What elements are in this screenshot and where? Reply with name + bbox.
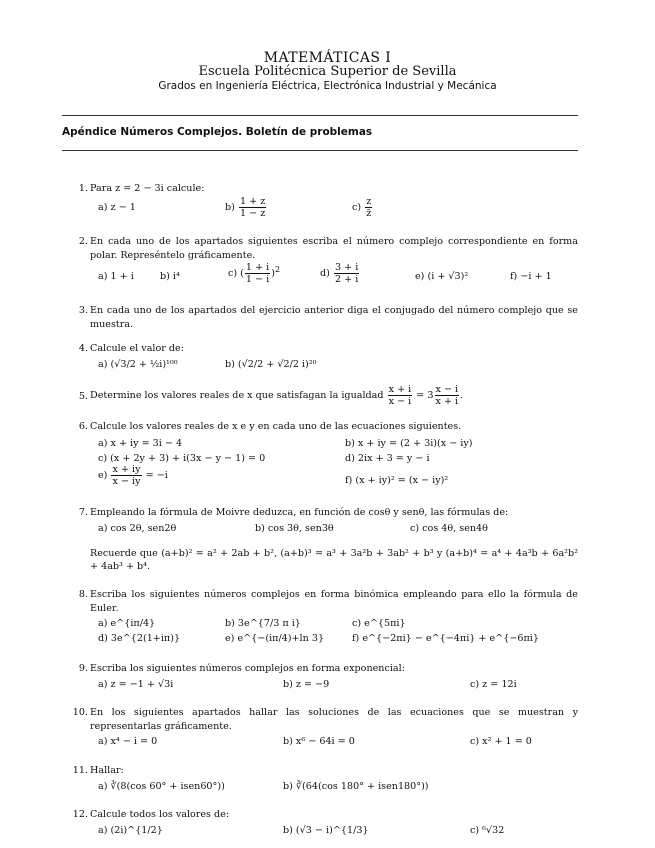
item-7c: c) cos 4θ, sen4θ — [410, 522, 488, 534]
item-7b: b) cos 3θ, sen3θ — [255, 522, 334, 534]
problem-1 — [62, 182, 578, 220]
section-subtitle: Apéndice Números Complejos. Boletín de problemas — [62, 126, 373, 138]
item-11b: b) ∛(64(cos 180° + isen180°)) — [283, 780, 429, 792]
course-title: MATEMÁTICAS I — [263, 50, 392, 66]
item-9a: a) z = −1 + √3i — [98, 678, 174, 690]
problem-number: 1. — [78, 183, 88, 194]
item-2f: f) −i + 1 — [510, 271, 552, 282]
problem-number: 9. — [78, 663, 88, 674]
problem-9 — [62, 662, 578, 691]
top-rule — [62, 115, 578, 116]
item-11a: a) ∛(8(cos 60° + isen60°)) — [98, 780, 225, 792]
problem-number: 10. — [72, 707, 88, 718]
item-10a: a) x⁴ − i = 0 — [98, 736, 158, 747]
item-12b: b) (√3 − i)^{1/3} — [283, 824, 369, 836]
item-8f: f) e^{−2πi} − e^{−4πi} + e^{−6πi} — [352, 633, 539, 644]
item-6d: d) 2ix + 3 = y − i — [345, 452, 430, 464]
problem-number: 2. — [78, 236, 88, 247]
problem-text: En los siguientes apartados hallar las soluciones de las ecuaciones que se muestran y representarlas gráficamente. — [90, 707, 578, 732]
item-2b: b) i⁴ — [160, 271, 180, 282]
problem-text: Determine los valores reales de x que satisfagan la igualdad — [90, 390, 384, 401]
fraction-rhs: $\frac{x - i}{x + i}$ — [435, 384, 459, 407]
item-8e: e) e^{−(iπ/4)+ln 3} — [225, 633, 325, 644]
problem-number: 12. — [72, 809, 88, 820]
problem-number: 7. — [78, 507, 88, 518]
degree-names: Grados en Ingeniería Eléctrica, Electrónica Industrial y Mecánica — [158, 80, 497, 92]
problem-text: Hallar: — [90, 765, 124, 776]
problem-6 — [62, 420, 578, 488]
problem-text: Empleando la fórmula de Moivre deduzca, en función de cosθ y senθ, las fórmulas de: — [90, 507, 509, 518]
problem-number: 5. — [78, 391, 88, 402]
problem-number: 4. — [78, 343, 88, 354]
problem-text: Escriba los siguientes números complejos en forma binómica empleando para ello la fórmula de Euler. — [90, 589, 578, 614]
problem-text: Para z = 2 − 3i calcule: — [90, 183, 205, 194]
problem-12 — [62, 808, 578, 837]
problem-text: Escriba los siguientes números complejos en forma exponencial: — [90, 663, 405, 674]
fraction: $\frac{3 + i}{2 + i}$ — [334, 262, 359, 285]
problem-3 — [62, 304, 578, 331]
problem-number: 6. — [78, 421, 88, 432]
item-6b: b) x + iy = (2 + 3i)(x − iy) — [345, 437, 473, 449]
item-6c: c) (x + 2y + 3) + i(3x − y − 1) = 0 — [98, 452, 266, 464]
problem-text: En cada uno de los apartados del ejercicio anterior diga el conjugado del número complejo que se muestra. — [90, 305, 578, 330]
item-12c: c) ⁶√32 — [470, 824, 505, 836]
problem-11 — [62, 764, 578, 793]
problem-4 — [62, 342, 578, 371]
item-9c: c) z = 12i — [470, 678, 517, 690]
moivre-note: Recuerde que (a+b)² = a² + 2ab + b², (a+b)³ = a³ + 3a²b + 3ab² + b³ y (a+b)⁴ = a⁴ + 4a³b + 6a²b² + 4ab³ + b⁴. — [90, 547, 578, 572]
item-6a: a) x + iy = 3i − 4 — [98, 437, 183, 449]
item-2c: c) ( $\frac{1 + i}{1 - i}$ )$^2$ — [228, 262, 281, 285]
item-6e: e) $\frac{x + iy}{x - iy}$ = −i — [98, 463, 168, 487]
problem-text: Calcule el valor de: — [90, 343, 184, 354]
item-1c: c) $\frac{z}{z̄}$ — [352, 195, 372, 219]
problem-2 — [62, 235, 578, 288]
item-8b: b) 3e^{7/3 π i} — [225, 618, 301, 629]
fraction: $\frac{1 + i}{1 - i}$ — [245, 262, 270, 285]
item-4a: a) (√3/2 + ½i)¹⁰⁰ — [98, 358, 178, 370]
item-8a: a) e^{iπ/4} — [98, 618, 156, 629]
item-7a: a) cos 2θ, sen2θ — [98, 522, 177, 534]
problem-10 — [62, 706, 578, 748]
item-6f: f) (x + iy)² = (x − iy)² — [345, 474, 449, 486]
fraction: $\frac{z}{z̄}$ — [366, 195, 372, 219]
problem-5: 5. Determine los valores reales de x que satisfagan la igualdad $\frac{x + i}{x - i}$ = 3 $\frac{x - i}{x + i}$ . — [62, 384, 578, 407]
fraction-lhs: $\frac{x + i}{x - i}$ — [388, 384, 412, 407]
item-10c: c) x² + 1 = 0 — [470, 736, 532, 747]
fraction: $\frac{x + iy}{x - iy}$ — [112, 463, 141, 487]
item-4b: b) (√2/2 + √2/2 i)²⁰ — [225, 358, 317, 370]
item-2d: d) $\frac{3 + i}{2 + i}$ — [320, 262, 359, 285]
problem-number: 11. — [72, 765, 88, 776]
item-1a: a) z − 1 — [98, 201, 136, 213]
problem-number: 3. — [78, 305, 88, 316]
problem-7 — [62, 506, 578, 574]
fraction: $\frac{1 + z}{1 - z}$ — [239, 195, 266, 219]
problem-text: Calcule todos los valores de: — [90, 809, 230, 820]
item-8c: c) e^{5πi} — [352, 618, 406, 629]
item-1b: b) $\frac{1 + z}{1 - z}$ — [225, 195, 266, 219]
school-name: Escuela Politécnica Superior de Sevilla — [198, 64, 457, 79]
problem-number: 8. — [78, 589, 88, 600]
bottom-rule — [62, 150, 578, 151]
item-9b: b) z = −9 — [283, 678, 330, 690]
item-2a: a) 1 + i — [98, 271, 134, 282]
item-12a: a) (2i)^{1/2} — [98, 824, 163, 836]
item-10b: b) x⁶ − 64i = 0 — [283, 736, 355, 747]
item-2e: e) (i + √3)² — [415, 271, 469, 282]
problem-text: Calcule los valores reales de x e y en cada uno de las ecuaciones siguientes. — [90, 421, 462, 432]
item-8d: d) 3e^{2(1+iπ)} — [98, 633, 181, 644]
problem-8 — [62, 588, 578, 645]
problem-text: En cada uno de los apartados siguientes escriba el número complejo correspondiente en forma polar. Represéntelo gráficamente. — [90, 236, 578, 261]
